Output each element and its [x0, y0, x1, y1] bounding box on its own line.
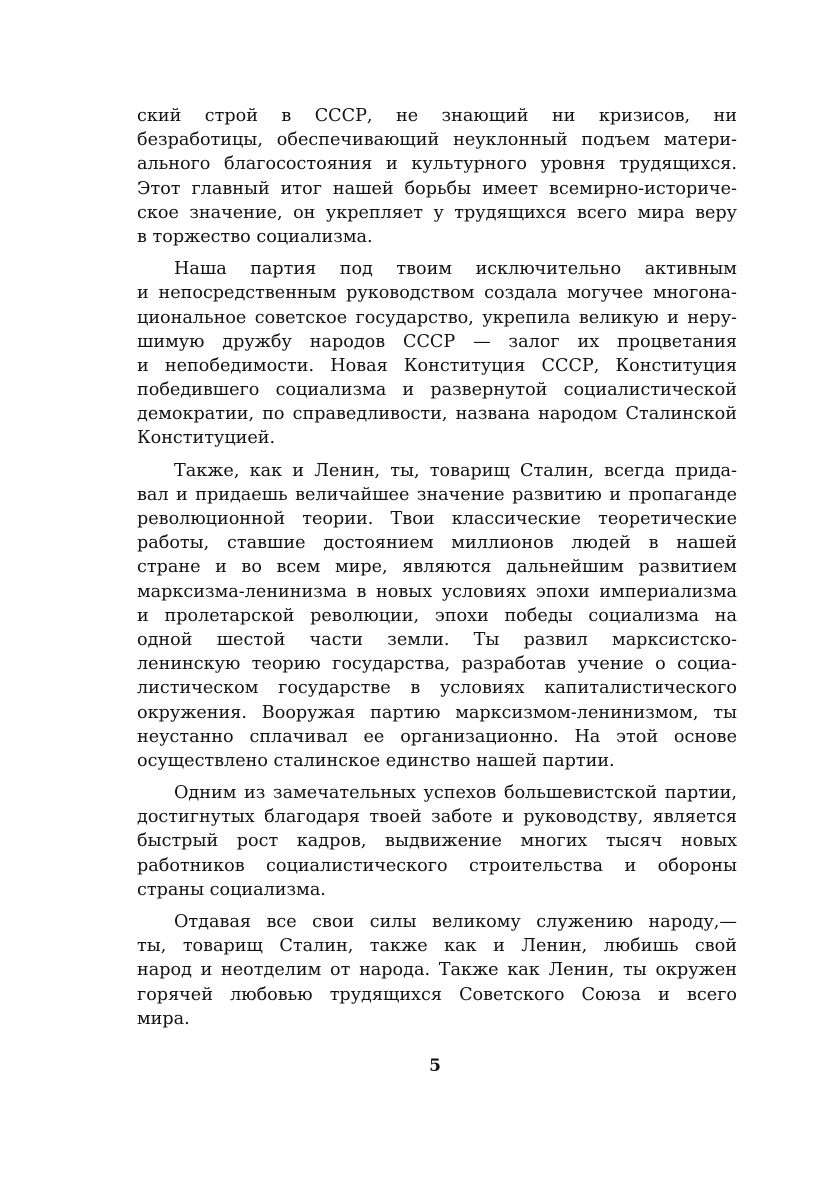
page-number: 5 — [429, 1056, 441, 1076]
paragraph — [137, 257, 737, 451]
text-line: ский строй в СССР, не знающий ни кризисов, ни — [137, 106, 737, 126]
text-line: марксизма-ленинизма в новых условиях эпохи империализма — [137, 581, 737, 602]
text-line: ты, товарищ Сталин, также как и Ленин, любишь свой — [137, 936, 737, 957]
paragraph — [137, 459, 737, 773]
text-line: работы, ставшие достоянием миллионов людей в нашей — [137, 533, 737, 554]
text-line: одной шестой части земли. Ты развил марксистско- — [137, 629, 737, 650]
text-line: ленинскую теорию государства, разработав учение о социа- — [137, 654, 737, 675]
text-line: быстрый рост кадров, выдвижение многих тысяч новых — [137, 831, 737, 852]
text-line: безработицы, обеспечивающий неуклонный подъем матери- — [137, 130, 737, 151]
text-line: ального благосостояния и культурного уровня трудящихся. — [137, 154, 737, 175]
text-line: и пролетарской революции, эпохи победы социализма на — [137, 605, 737, 626]
body-text — [137, 104, 737, 1039]
text-line: окружения. Вооружая партию марксизмом-ленинизмом, ты — [137, 702, 737, 723]
text-line: осуществлено сталинское единство нашей партии. — [137, 750, 615, 771]
text-line: Этот главный итог нашей борьбы имеет всемирно-историче- — [137, 178, 737, 199]
text-line: стране и во всем мире, являются дальнейшим развитием — [137, 557, 737, 578]
text-line: революционной теории. Твои классические теоретические — [137, 509, 737, 529]
text-line: страны социализма. — [137, 879, 326, 900]
text-line: вал и придаешь величайшее значение развитию и пропаганде — [137, 484, 737, 505]
text-line: достигнутых благодаря твоей заботе и руководству, является — [137, 807, 737, 828]
text-line: народ и неотделим от народа. Также как Ленин, ты окружен — [137, 960, 737, 981]
text-line: Отдавая все свои силы великому служению народу,— — [174, 912, 737, 932]
text-line: циональное советское государство, укрепила великую и неру- — [137, 307, 737, 328]
text-line: неустанно сплачивал ее организационно. На этой основе — [137, 726, 737, 747]
text-line: Конституцией. — [137, 428, 276, 449]
text-line: в торжество социализма. — [137, 226, 373, 247]
text-line: мира. — [137, 1008, 190, 1029]
paragraph — [137, 104, 737, 249]
text-line: работников социалистического строительства и обороны — [137, 855, 737, 876]
text-line: Наша партия под твоим исключительно активным — [174, 259, 737, 280]
text-line: Также, как и Ленин, ты, товарищ Сталин, всегда прида- — [174, 460, 737, 481]
text-line: демократии, по справедливости, названа народом Сталинской — [137, 404, 737, 425]
text-line: и непобедимости. Новая Конституция СССР, Конституция — [137, 355, 737, 376]
text-line: победившего социализма и развернутой социалистической — [137, 380, 737, 401]
paragraph — [137, 910, 737, 1031]
text-line: листическом государстве в условиях капиталистического — [137, 678, 737, 699]
text-line: ское значение, он укрепляет у трудящихся всего мира веру — [137, 202, 737, 223]
text-line: Одним из замечательных успехов большевистской партии, — [174, 783, 737, 804]
text-line: шимую дружбу народов СССР — залог их процветания — [137, 331, 737, 352]
text-line: и непосредственным руководством создала могучее многона- — [137, 283, 737, 304]
paragraph — [137, 781, 737, 902]
text-line: горячей любовью трудящихся Советского Союза и всего — [137, 984, 737, 1005]
